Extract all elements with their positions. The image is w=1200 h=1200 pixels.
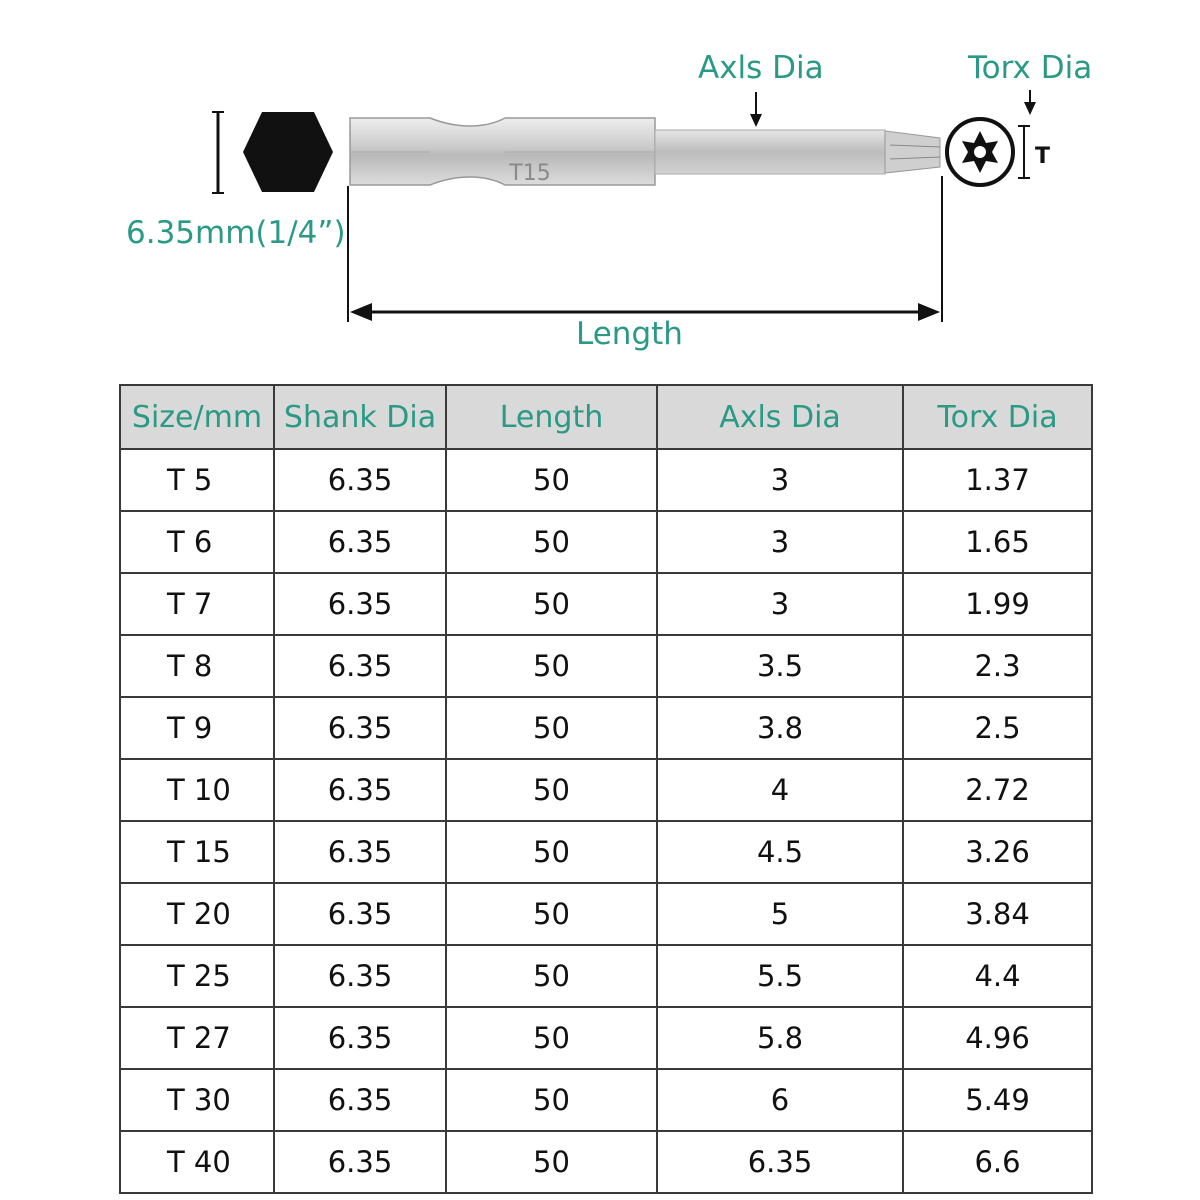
cell-torx-dia: 3.84	[903, 883, 1092, 945]
header-size: Size/mm	[120, 385, 274, 449]
cell-axls-dia: 5.5	[657, 945, 903, 1007]
hex-shank-icon	[212, 112, 333, 193]
table-row	[120, 1069, 1092, 1131]
torx-tip-icon	[947, 90, 1050, 185]
cell-size: T 5	[120, 449, 274, 511]
cell-length: 50	[446, 1069, 657, 1131]
cell-shank-dia: 6.35	[274, 1131, 446, 1193]
table-row	[120, 1131, 1092, 1193]
length-dimension	[348, 176, 942, 322]
cell-torx-dia: 5.49	[903, 1069, 1092, 1131]
cell-axls-dia: 4.5	[657, 821, 903, 883]
cell-size: T 6	[120, 511, 274, 573]
cell-length: 50	[446, 573, 657, 635]
cell-torx-dia: 2.5	[903, 697, 1092, 759]
cell-size: T 25	[120, 945, 274, 1007]
table-row	[120, 945, 1092, 1007]
header-length: Length	[446, 385, 657, 449]
table-row	[120, 635, 1092, 697]
cell-length: 50	[446, 945, 657, 1007]
header-shank-dia: Shank Dia	[274, 385, 446, 449]
length-label: Length	[576, 316, 683, 352]
cell-shank-dia: 6.35	[274, 759, 446, 821]
torx-bit-image	[350, 118, 940, 186]
cell-axls-dia: 3	[657, 511, 903, 573]
cell-size: T 27	[120, 1007, 274, 1069]
cell-shank-dia: 6.35	[274, 1069, 446, 1131]
cell-shank-dia: 6.35	[274, 883, 446, 945]
cell-size: T 10	[120, 759, 274, 821]
cell-axls-dia: 3	[657, 573, 903, 635]
cell-length: 50	[446, 1007, 657, 1069]
cell-shank-dia: 6.35	[274, 821, 446, 883]
cell-length: 50	[446, 635, 657, 697]
cell-size: T 20	[120, 883, 274, 945]
cell-axls-dia: 4	[657, 759, 903, 821]
cell-length: 50	[446, 697, 657, 759]
cell-shank-dia: 6.35	[274, 573, 446, 635]
torx-tip-letter: T	[1035, 144, 1051, 169]
cell-shank-dia: 6.35	[274, 511, 446, 573]
table-header-row	[120, 385, 1092, 449]
table-row	[120, 697, 1092, 759]
axls-dia-label: Axls Dia	[698, 50, 824, 86]
cell-length: 50	[446, 449, 657, 511]
cell-torx-dia: 4.4	[903, 945, 1092, 1007]
cell-torx-dia: 2.72	[903, 759, 1092, 821]
cell-length: 50	[446, 1131, 657, 1193]
torx-bit-spec-table	[119, 384, 1093, 1194]
cell-size: T 9	[120, 697, 274, 759]
header-axls-dia: Axls Dia	[657, 385, 903, 449]
cell-length: 50	[446, 759, 657, 821]
cell-length: 50	[446, 511, 657, 573]
torx-dia-label: Torx Dia	[968, 50, 1093, 86]
cell-torx-dia: 1.37	[903, 449, 1092, 511]
cell-shank-dia: 6.35	[274, 635, 446, 697]
cell-torx-dia: 1.99	[903, 573, 1092, 635]
cell-axls-dia: 5	[657, 883, 903, 945]
cell-torx-dia: 4.96	[903, 1007, 1092, 1069]
axls-dia-arrow	[750, 92, 762, 127]
cell-axls-dia: 5.8	[657, 1007, 903, 1069]
cell-axls-dia: 6.35	[657, 1131, 903, 1193]
cell-shank-dia: 6.35	[274, 1007, 446, 1069]
cell-length: 50	[446, 883, 657, 945]
cell-torx-dia: 2.3	[903, 635, 1092, 697]
cell-torx-dia: 1.65	[903, 511, 1092, 573]
table-row	[120, 449, 1092, 511]
cell-axls-dia: 3.8	[657, 697, 903, 759]
cell-torx-dia: 6.6	[903, 1131, 1092, 1193]
header-torx-dia: Torx Dia	[903, 385, 1092, 449]
cell-size: T 30	[120, 1069, 274, 1131]
cell-size: T 8	[120, 635, 274, 697]
cell-length: 50	[446, 821, 657, 883]
bit-marking: T15	[509, 161, 551, 186]
cell-shank-dia: 6.35	[274, 697, 446, 759]
table-row	[120, 883, 1092, 945]
table-row	[120, 511, 1092, 573]
table-row	[120, 759, 1092, 821]
bit-dimension-diagram	[0, 0, 1200, 370]
table-row	[120, 573, 1092, 635]
cell-axls-dia: 3.5	[657, 635, 903, 697]
cell-torx-dia: 3.26	[903, 821, 1092, 883]
cell-axls-dia: 3	[657, 449, 903, 511]
table-row	[120, 1007, 1092, 1069]
cell-size: T 15	[120, 821, 274, 883]
cell-size: T 7	[120, 573, 274, 635]
cell-axls-dia: 6	[657, 1069, 903, 1131]
cell-size: T 40	[120, 1131, 274, 1193]
shank-size-label: 6.35mm(1/4”)	[126, 215, 346, 251]
table-row	[120, 821, 1092, 883]
cell-shank-dia: 6.35	[274, 449, 446, 511]
cell-shank-dia: 6.35	[274, 945, 446, 1007]
